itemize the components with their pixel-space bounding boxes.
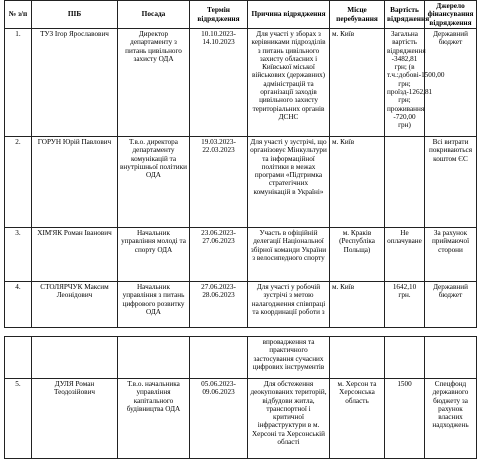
row-cost [385, 137, 425, 228]
row-term: 23.06.2023-27.06.2023 [190, 228, 248, 282]
row-position: Т.в.о. начальника управління капітального будівництва ОДА [118, 379, 190, 459]
row-name: СТОЛЯРЧУК Максим Леонідович [32, 282, 118, 328]
row-place [330, 337, 385, 379]
row-num: 2. [5, 137, 32, 228]
row-name: ДУЛЯ Роман Теодозійович [32, 379, 118, 459]
row-cost: 1642,10 грн. [385, 282, 425, 328]
row-reason: Для участі у зустрічі, що організовує Мінкультури та інформаційної політики в межах програми «Підтримка стратегічних комунікацій в Україні» [248, 137, 330, 228]
row-place: м. Київ [330, 137, 385, 228]
header-place: Місце перебування [330, 1, 385, 29]
header-reason: Причина відрядження [248, 1, 330, 29]
header-cost: Вартість відрядження [385, 1, 425, 29]
table-header-row [5, 1, 477, 29]
row-cost: 1500 [385, 379, 425, 459]
row-source [425, 337, 477, 379]
row-reason: Для участі у робочій зустрічі з метою налагодження співпраці та координації роботи з [248, 282, 330, 328]
table-row [5, 137, 477, 228]
row-term: 10.10.2023-14.10.2023 [190, 29, 248, 137]
row-num: 4. [5, 282, 32, 328]
table-row [5, 228, 477, 282]
row-reason: Для участі у зборах з керівниками підрозділів з питань цивільного захисту обласних і Київської міської військових (державних) адміністрацій та організації заходів цивільного захисту територіальних органів ДСНС [248, 29, 330, 137]
row-cost [385, 337, 425, 379]
table-row [5, 282, 477, 328]
row-source: Державний бюджет [425, 29, 477, 137]
row-name: ТУЗ Ігор Ярославович [32, 29, 118, 137]
row-name: ХІМ'ЯК Роман Іванович [32, 228, 118, 282]
row-cost: Загальна вартість відрядження -3482,81 грн; (в т.ч.:добові-1500,00 грн; проїзд-1262,81 грн; проживання -720,00 грн) [385, 29, 425, 137]
header-num: № з/п [5, 1, 32, 29]
row-cost: Не оплачуване [385, 228, 425, 282]
row-position: Начальник управління з питань цифрового розвитку ОДА [118, 282, 190, 328]
row-source: За рахунок приймаючої сторони [425, 228, 477, 282]
row-position: Начальник управління молоді та спорту ОДА [118, 228, 190, 282]
page-break [0, 328, 480, 336]
row-num [5, 337, 32, 379]
header-source: Джерело фінансування відрядження [425, 1, 477, 29]
table-row-continuation [5, 337, 477, 379]
header-position: Посада [118, 1, 190, 29]
row-place: м. Київ [330, 29, 385, 137]
row-reason: впровадження та практичного застосування сучасних цифрових інструментів [248, 337, 330, 379]
row-source: Спецфонд державного бюджету за рахунок власних надходжень [425, 379, 477, 459]
row-place: м. Херсон та Херсонська область [330, 379, 385, 459]
row-name: ГОРУН Юрій Павлович [32, 137, 118, 228]
row-source: Всі витрати покриваються коштом ЄС [425, 137, 477, 228]
table-row [5, 379, 477, 459]
business-trips-table-continued [4, 336, 477, 459]
row-position: Т.в.о. директора департаменту комунікацій та внутрішньої політики ОДА [118, 137, 190, 228]
row-source: Державний бюджет [425, 282, 477, 328]
row-num: 5. [5, 379, 32, 459]
table-row [5, 29, 477, 137]
row-num: 1. [5, 29, 32, 137]
row-place: м. Київ [330, 282, 385, 328]
row-position [118, 337, 190, 379]
row-reason: Участь в офіційній делегації Національної збірної команди України з велосипедного спорту [248, 228, 330, 282]
row-num: 3. [5, 228, 32, 282]
header-term: Термін відрядження [190, 1, 248, 29]
row-place: м. Краків (Республіка Польща) [330, 228, 385, 282]
row-term: 05.06.2023-09.06.2023 [190, 379, 248, 459]
header-name: ПІБ [32, 1, 118, 29]
row-term: 27.06.2023-28.06.2023 [190, 282, 248, 328]
business-trips-table [4, 0, 477, 328]
row-term [190, 337, 248, 379]
row-term: 19.03.2023-22.03.2023 [190, 137, 248, 228]
row-name [32, 337, 118, 379]
row-reason: Для обстеження деокупованих територій, відбудови житла, транспортної і критичної інфраструктури в м. Херсоні та Херсонській області [248, 379, 330, 459]
row-position: Директор департаменту з питань цивільного захисту ОДА [118, 29, 190, 137]
